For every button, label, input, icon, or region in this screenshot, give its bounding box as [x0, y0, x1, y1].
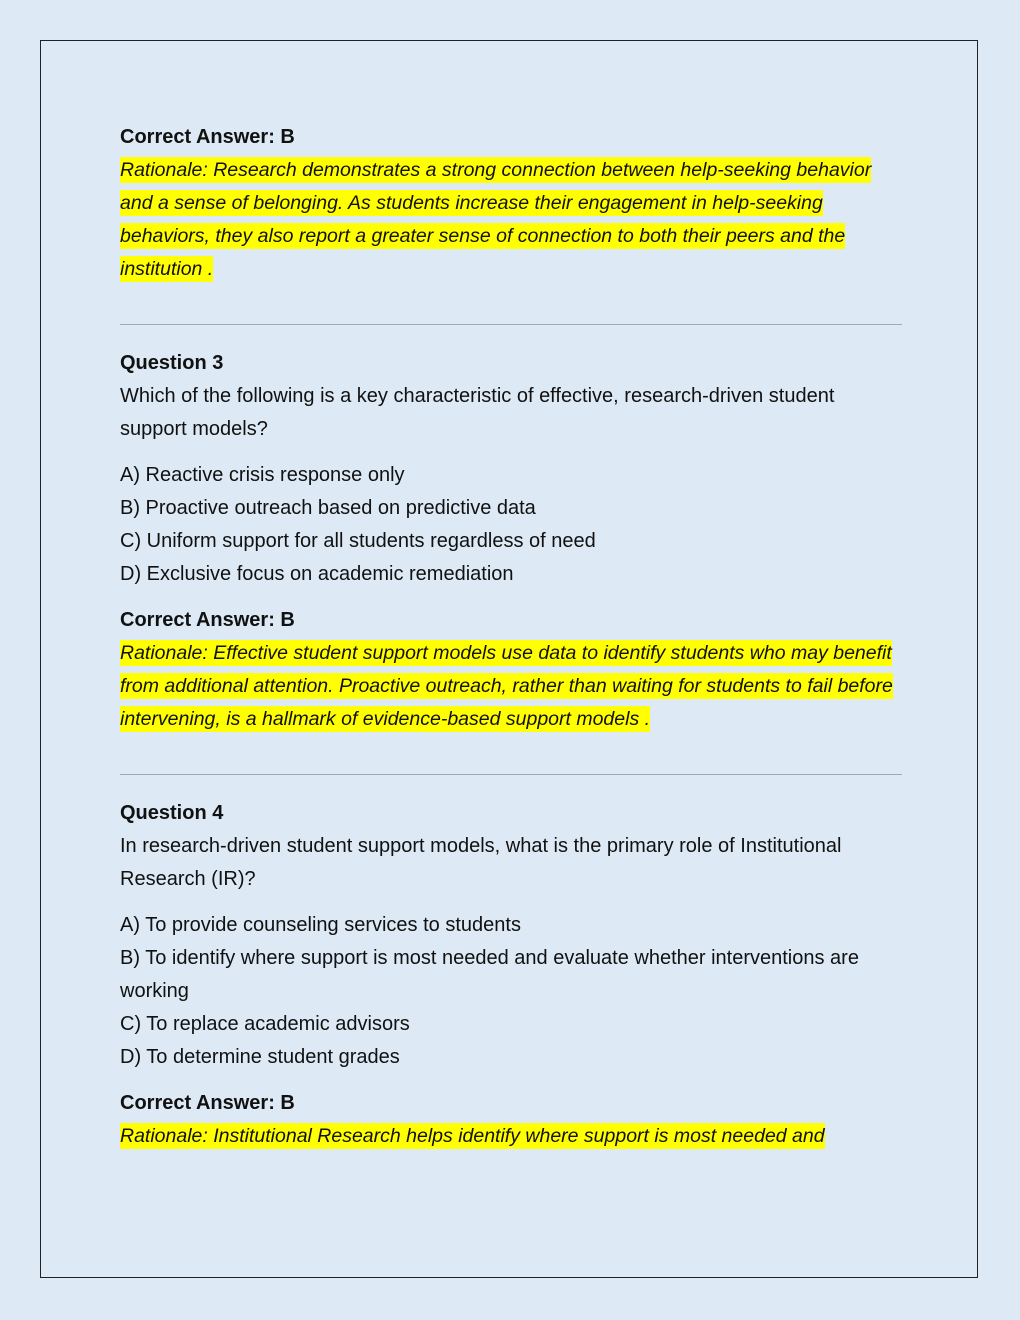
option-c: C) Uniform support for all students regardless of need: [120, 530, 596, 552]
rationale: [120, 154, 902, 286]
document-page: [40, 40, 978, 1278]
section-divider: [120, 774, 902, 775]
option-b: B) Proactive outreach based on predictive data: [120, 497, 536, 519]
option-d: D) To determine student grades: [120, 1046, 400, 1068]
correct-answer: Correct Answer: B: [120, 1092, 295, 1114]
option-c: C) To replace academic advisors: [120, 1013, 410, 1035]
answer-options: [120, 459, 902, 591]
rationale-highlight: Rationale: Effective student support models use data to identify students who may benefit from additional attention. Proactive outreach, rather than waiting for students to fail before intervening, is a hallmark of evidence-based support models .: [120, 642, 893, 730]
question-title: Question 4: [120, 802, 224, 824]
question-title: Question 3: [120, 352, 224, 374]
option-a: A) Reactive crisis response only: [120, 464, 405, 486]
rationale: [120, 637, 902, 736]
question-2-answer-block: [120, 121, 902, 286]
question-text: Which of the following is a key characteristic of effective, research-driven student support models?: [120, 385, 835, 440]
option-d: D) Exclusive focus on academic remediation: [120, 563, 514, 585]
rationale-highlight: Rationale: Research demonstrates a strong connection between help-seeking behavior and a sense of belonging. As students increase their engagement in help-seeking behaviors, they also report a greater sense of connection to both their peers and the institution .: [120, 159, 872, 280]
rationale-highlight: Rationale: Institutional Research helps identify where support is most needed and: [120, 1125, 825, 1147]
answer-options: [120, 909, 902, 1074]
question-4: [120, 797, 902, 1153]
correct-answer: Correct Answer: B: [120, 126, 295, 148]
option-b: B) To identify where support is most needed and evaluate whether interventions are working: [120, 947, 859, 1002]
option-a: A) To provide counseling services to students: [120, 914, 521, 936]
question-3: [120, 347, 902, 736]
correct-answer: Correct Answer: B: [120, 609, 295, 631]
rationale: [120, 1120, 902, 1153]
section-divider: [120, 324, 902, 325]
document-content: [120, 121, 902, 1153]
question-text: In research-driven student support models, what is the primary role of Institutional Research (IR)?: [120, 835, 842, 890]
